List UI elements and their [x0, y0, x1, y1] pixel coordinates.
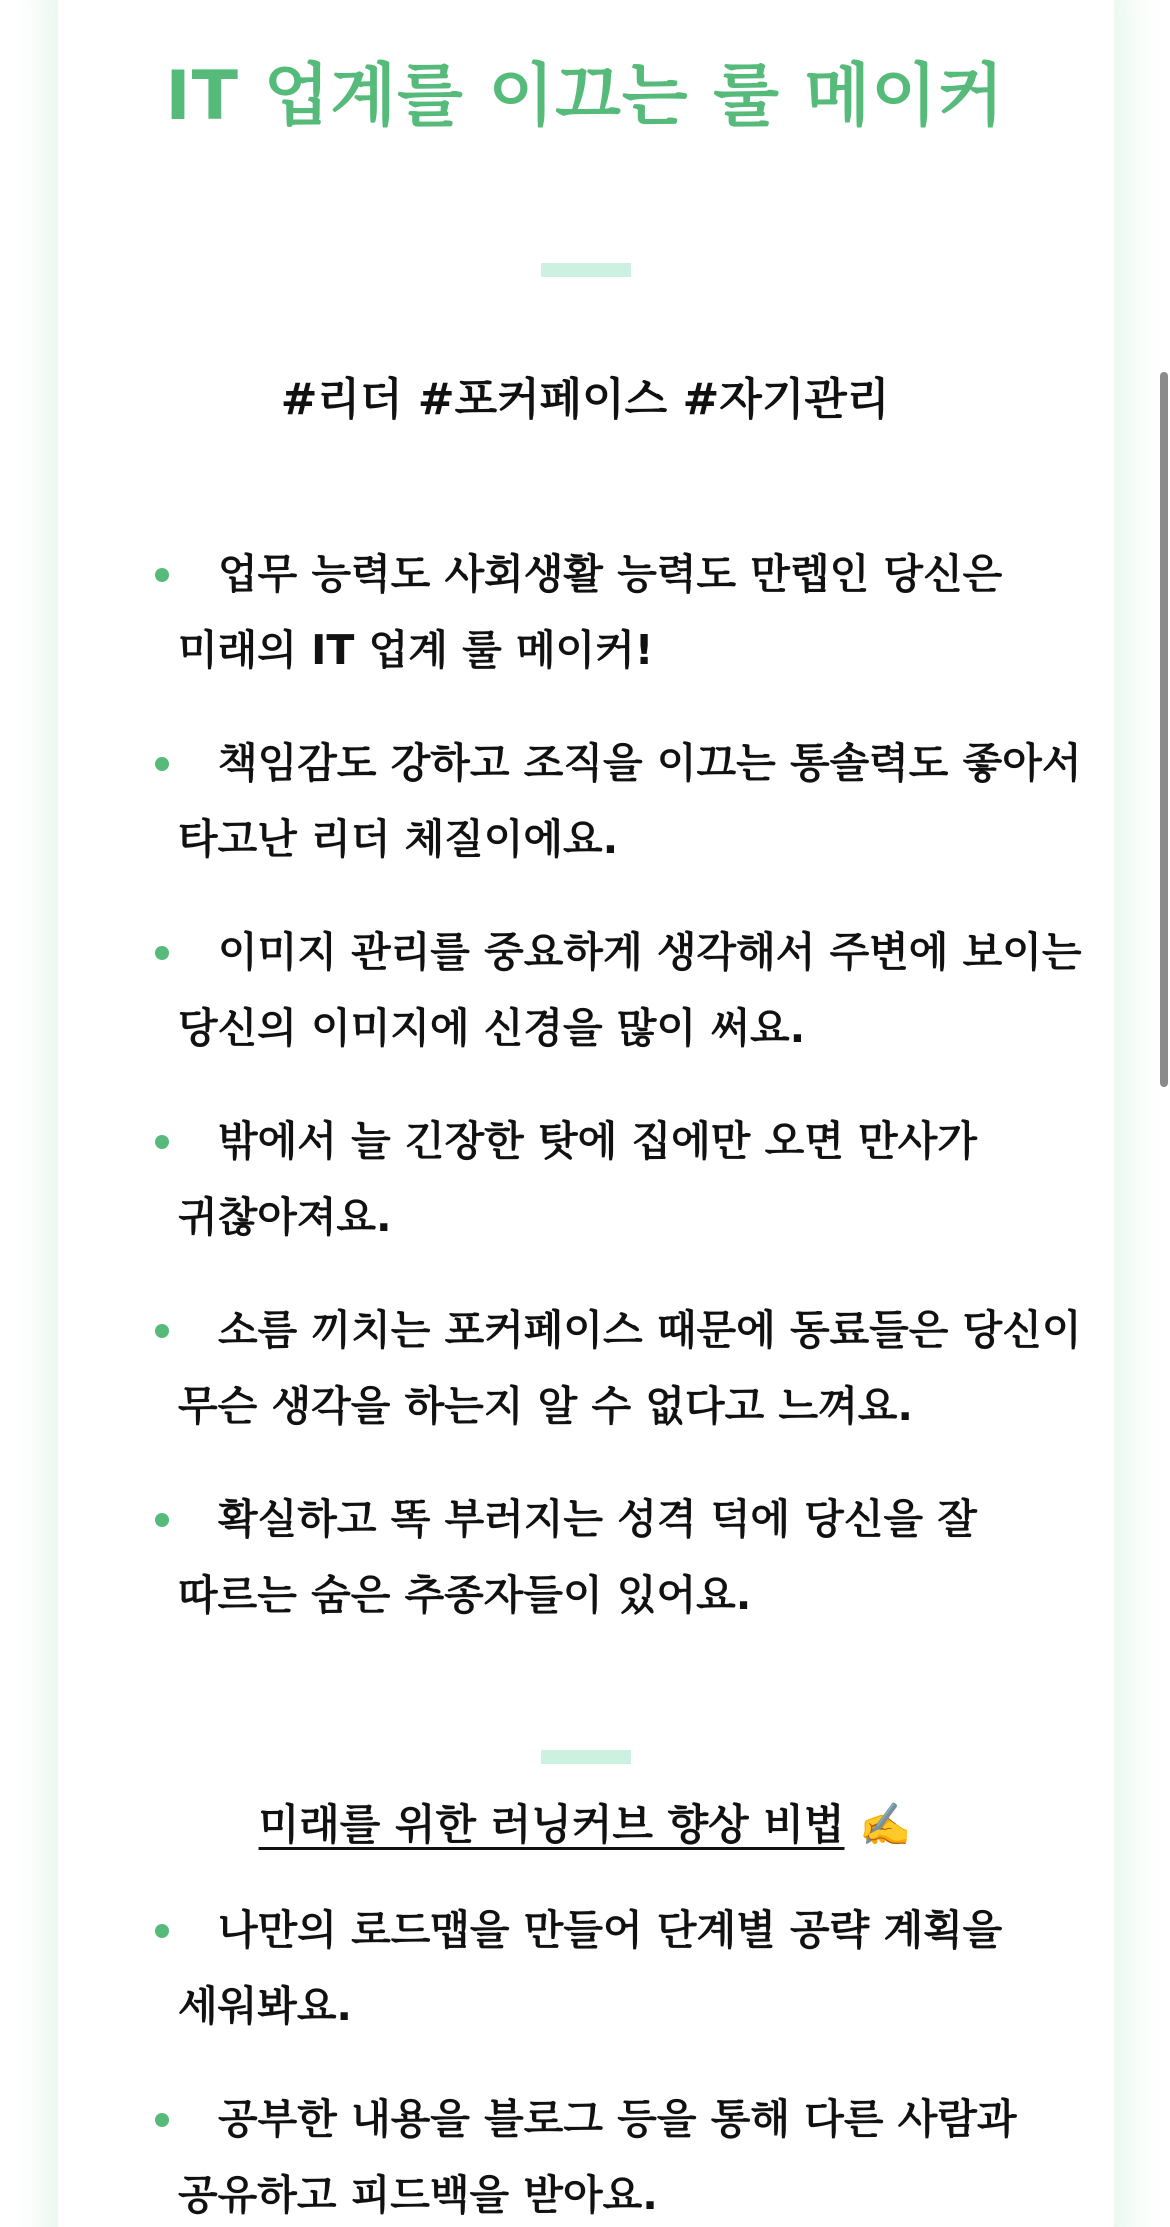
list-item — [0, 1892, 1170, 2044]
divider — [541, 263, 631, 277]
list-item-line: 밖에서 늘 긴장한 탓에 집에만 오면 만사가 — [218, 1117, 977, 1165]
list-item — [0, 1292, 1170, 1444]
list-item-line: 미래의 IT 업계 룰 메이커! — [178, 626, 654, 674]
bullet-icon — [155, 1324, 169, 1338]
bullet-icon — [155, 2113, 169, 2127]
trait-list — [0, 536, 1170, 1670]
page-title: IT 업계를 이끄는 룰 메이커 — [165, 57, 1005, 136]
list-item-line: 확실하고 똑 부러지는 성격 덕에 당신을 잘 — [218, 1495, 977, 1543]
list-item-line: 업무 능력도 사회생활 능력도 만렙인 당신은 — [218, 550, 1003, 598]
list-item — [0, 536, 1170, 688]
bullet-icon — [155, 1924, 169, 1938]
list-item-line: 타고난 리더 체질이에요. — [178, 815, 619, 863]
writing-hand-icon: ✍️ — [859, 1800, 912, 1849]
list-item-line: 귀찮아져요. — [178, 1193, 392, 1241]
scrollbar[interactable] — [1158, 0, 1170, 2227]
list-item-line: 공부한 내용을 블로그 등을 통해 다른 사람과 — [218, 2095, 1017, 2143]
hashtag-line: #리더 #포커페이스 #자기관리 — [280, 374, 890, 425]
list-item — [0, 1103, 1170, 1255]
divider — [541, 1750, 631, 1764]
list-item-line: 세워봐요. — [178, 1982, 352, 2030]
list-item-line: 소름 끼치는 포커페이스 때문에 동료들은 당신이 — [218, 1306, 1082, 1354]
section-heading — [0, 1793, 1170, 1857]
list-item-line: 공유하고 피드백을 받아요. — [178, 2171, 658, 2219]
bullet-icon — [155, 1135, 169, 1149]
tip-list — [0, 1892, 1170, 2227]
list-item-line: 무슨 생각을 하는지 알 수 없다고 느껴요. — [178, 1382, 913, 1430]
list-item-line: 나만의 로드맵을 만들어 단계별 공략 계획을 — [218, 1906, 1003, 1954]
bullet-icon — [155, 946, 169, 960]
bullet-icon — [155, 1513, 169, 1527]
list-item — [0, 2081, 1170, 2227]
list-item-line: 따르는 숨은 추종자들이 있어요. — [178, 1571, 752, 1619]
section-heading-text: 미래를 위한 러닝커브 향상 비법 — [258, 1800, 845, 1849]
list-item — [0, 914, 1170, 1066]
list-item — [0, 725, 1170, 877]
list-item-line: 당신의 이미지에 신경을 많이 써요. — [178, 1004, 806, 1052]
list-item — [0, 1481, 1170, 1633]
list-item-line: 책임감도 강하고 조직을 이끄는 통솔력도 좋아서 — [218, 739, 1082, 787]
scrollbar-thumb[interactable] — [1160, 372, 1168, 1087]
bullet-icon — [155, 568, 169, 582]
bullet-icon — [155, 757, 169, 771]
list-item-line: 이미지 관리를 중요하게 생각해서 주변에 보이는 — [218, 928, 1082, 976]
